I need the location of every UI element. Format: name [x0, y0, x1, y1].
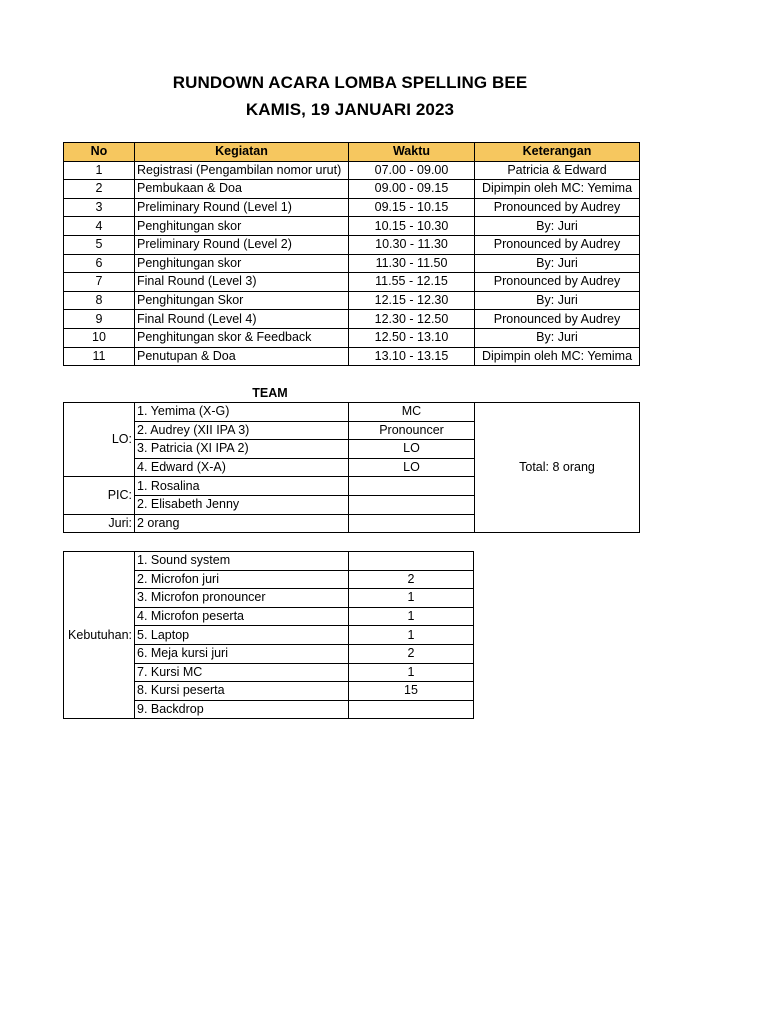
rundown-kegiatan: Final Round (Level 3): [135, 273, 349, 292]
kebutuhan-item: 5. Laptop: [135, 626, 349, 645]
team-member-role: [349, 477, 475, 496]
rundown-kegiatan: Pembukaan & Doa: [135, 180, 349, 199]
rundown-kegiatan: Registrasi (Pengambilan nomor urut): [135, 161, 349, 180]
rundown-kegiatan: Final Round (Level 4): [135, 310, 349, 329]
team-member-name: 1. Rosalina: [135, 477, 349, 496]
rundown-header-row: [64, 143, 640, 162]
rundown-kegiatan: Preliminary Round (Level 1): [135, 198, 349, 217]
kebutuhan-item: 9. Backdrop: [135, 700, 349, 719]
rundown-kegiatan: Penghitungan skor: [135, 217, 349, 236]
document-title: RUNDOWN ACARA LOMBA SPELLING BEE: [172, 73, 528, 92]
rundown-kegiatan: Penghitungan Skor: [135, 291, 349, 310]
rundown-kegiatan: Preliminary Round (Level 2): [135, 235, 349, 254]
kebutuhan-item: 4. Microfon peserta: [135, 607, 349, 626]
column-header-waktu: Waktu: [349, 143, 475, 162]
kebutuhan-item: 7. Kursi MC: [135, 663, 349, 682]
rundown-no: 7: [64, 273, 135, 292]
rundown-keterangan: Pronounced by Audrey: [475, 310, 640, 329]
kebutuhan-item: 3. Microfon pronouncer: [135, 589, 349, 608]
rundown-keterangan: By: Juri: [475, 217, 640, 236]
team-title: TEAM: [252, 386, 288, 400]
column-header-keterangan: Keterangan: [475, 143, 640, 162]
rundown-waktu: 12.30 - 12.50: [349, 310, 475, 329]
team-member-name: 2. Audrey (XII IPA 3): [135, 421, 349, 440]
rundown-keterangan: Dipimpin oleh MC: Yemima: [475, 347, 640, 366]
juri-role: [349, 514, 475, 533]
rundown-table: [63, 142, 640, 366]
rundown-waktu: 10.30 - 11.30: [349, 235, 475, 254]
rundown-keterangan: Patricia & Edward: [475, 161, 640, 180]
rundown-waktu: 09.00 - 09.15: [349, 180, 475, 199]
kebutuhan-qty: [349, 700, 474, 719]
kebutuhan-body: [64, 552, 474, 719]
kebutuhan-qty: 1: [349, 607, 474, 626]
kebutuhan-table: [63, 551, 474, 719]
rundown-keterangan: By: Juri: [475, 328, 640, 347]
column-header-kegiatan: Kegiatan: [135, 143, 349, 162]
rundown-row: [64, 328, 640, 347]
rundown-no: 10: [64, 328, 135, 347]
rundown-no: 5: [64, 235, 135, 254]
document-date: KAMIS, 19 JANUARI 2023: [245, 100, 455, 119]
rundown-body: [64, 161, 640, 366]
rundown-keterangan: Pronounced by Audrey: [475, 273, 640, 292]
kebutuhan-row: [64, 552, 474, 571]
team-total: Total: 8 orang: [475, 403, 640, 533]
kebutuhan-qty: 1: [349, 663, 474, 682]
team-member-role: LO: [349, 440, 475, 459]
rundown-no: 6: [64, 254, 135, 273]
rundown-row: [64, 273, 640, 292]
kebutuhan-qty: 2: [349, 644, 474, 663]
team-member-role: [349, 495, 475, 514]
rundown-row: [64, 198, 640, 217]
team-member-name: 2. Elisabeth Jenny: [135, 495, 349, 514]
kebutuhan-item: 6. Meja kursi juri: [135, 644, 349, 663]
rundown-keterangan: Dipimpin oleh MC: Yemima: [475, 180, 640, 199]
pic-label: PIC:: [64, 477, 135, 514]
rundown-kegiatan: Penghitungan skor & Feedback: [135, 328, 349, 347]
rundown-row: [64, 347, 640, 366]
team-row: [64, 403, 640, 422]
rundown-keterangan: Pronounced by Audrey: [475, 235, 640, 254]
rundown-row: [64, 254, 640, 273]
rundown-waktu: 12.50 - 13.10: [349, 328, 475, 347]
rundown-no: 2: [64, 180, 135, 199]
kebutuhan-item: 1. Sound system: [135, 552, 349, 571]
kebutuhan-qty: [349, 552, 474, 571]
rundown-kegiatan: Penutupan & Doa: [135, 347, 349, 366]
rundown-no: 9: [64, 310, 135, 329]
rundown-row: [64, 161, 640, 180]
kebutuhan-qty: 15: [349, 682, 474, 701]
rundown-waktu: 11.30 - 11.50: [349, 254, 475, 273]
rundown-keterangan: Pronounced by Audrey: [475, 198, 640, 217]
kebutuhan-label: Kebutuhan:: [64, 552, 135, 719]
rundown-waktu: 07.00 - 09.00: [349, 161, 475, 180]
rundown-no: 8: [64, 291, 135, 310]
rundown-waktu: 10.15 - 10.30: [349, 217, 475, 236]
lo-label: LO:: [64, 403, 135, 477]
rundown-no: 11: [64, 347, 135, 366]
rundown-waktu: 12.15 - 12.30: [349, 291, 475, 310]
rundown-waktu: 09.15 - 10.15: [349, 198, 475, 217]
team-table: [63, 402, 640, 533]
rundown-row: [64, 310, 640, 329]
rundown-no: 4: [64, 217, 135, 236]
column-header-no: No: [64, 143, 135, 162]
juri-label: Juri:: [64, 514, 135, 533]
rundown-no: 3: [64, 198, 135, 217]
rundown-kegiatan: Penghitungan skor: [135, 254, 349, 273]
rundown-row: [64, 180, 640, 199]
kebutuhan-qty: 2: [349, 570, 474, 589]
kebutuhan-item: 2. Microfon juri: [135, 570, 349, 589]
rundown-waktu: 13.10 - 13.15: [349, 347, 475, 366]
kebutuhan-item: 8. Kursi peserta: [135, 682, 349, 701]
rundown-keterangan: By: Juri: [475, 291, 640, 310]
team-member-name: 4. Edward (X-A): [135, 458, 349, 477]
rundown-row: [64, 217, 640, 236]
team-member-role: LO: [349, 458, 475, 477]
rundown-waktu: 11.55 - 12.15: [349, 273, 475, 292]
kebutuhan-qty: 1: [349, 589, 474, 608]
rundown-row: [64, 235, 640, 254]
juri-count: 2 orang: [135, 514, 349, 533]
kebutuhan-qty: 1: [349, 626, 474, 645]
rundown-no: 1: [64, 161, 135, 180]
rundown-keterangan: By: Juri: [475, 254, 640, 273]
team-member-role: MC: [349, 403, 475, 422]
team-member-name: 1. Yemima (X-G): [135, 403, 349, 422]
team-member-role: Pronouncer: [349, 421, 475, 440]
rundown-row: [64, 291, 640, 310]
team-member-name: 3. Patricia (XI IPA 2): [135, 440, 349, 459]
